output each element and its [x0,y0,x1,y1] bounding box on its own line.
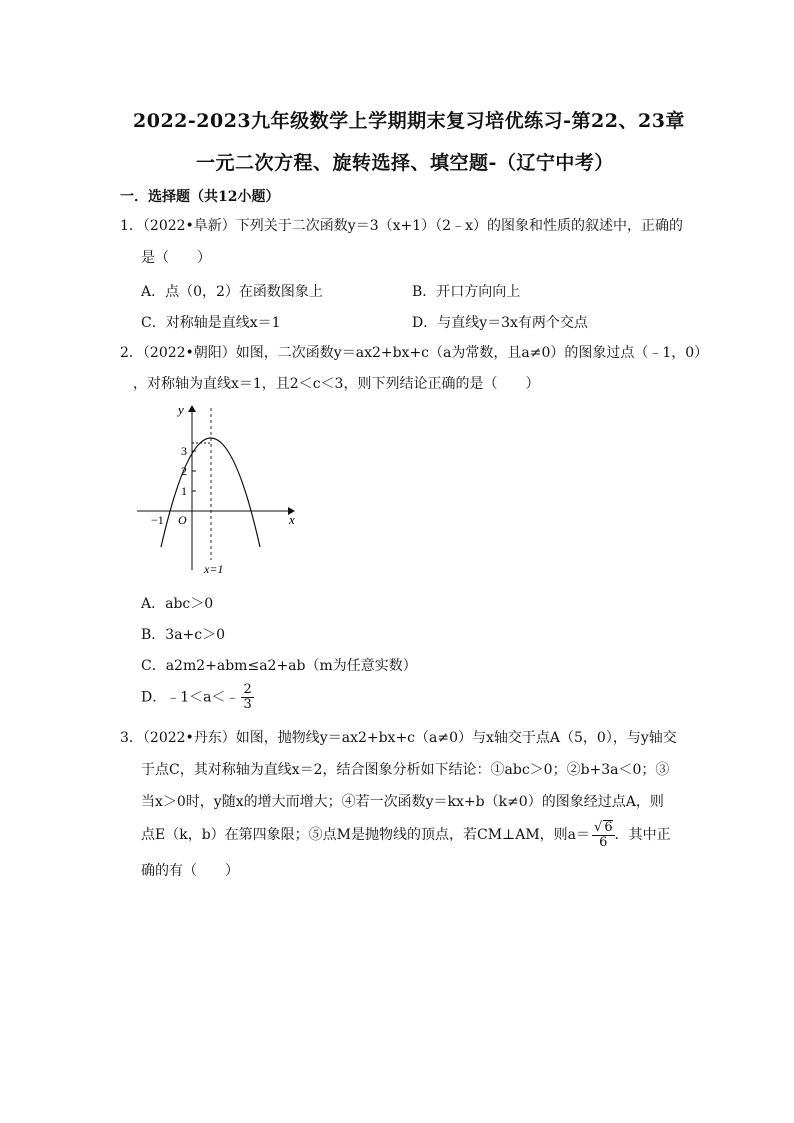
question-3-line3: 当x＞0时，y随x的增大而增大；④若一次函数y＝kx+b（k≠0）的图象经过点A，则 [141,794,664,810]
question-3-number: 3． [120,730,143,746]
tick-3-label: 3 [181,444,187,458]
q2-option-a: A．abc＞0 [141,596,214,612]
q1-option-a: A．点（0，2）在函数图象上 [141,284,323,300]
parabola-curve [161,438,260,547]
q1-option-d: D．与直线y＝3x有两个交点 [412,315,588,331]
y-axis-label: y [178,402,184,417]
neg-one-label: −1 [151,513,164,527]
tick-1-label: 1 [181,484,187,498]
section-title: 一．选择题（共12小题） [120,189,280,205]
question-2-line1: （2022•朝阳）如图，二次函数y＝ax2+bx+c（a为常数，且a≠0）的图象过点（﹣1，0） [142,345,709,361]
question-1 [120,216,683,236]
q2-option-b: B．3a+c＞0 [141,627,226,643]
fraction-numerator: √ 6 [594,820,613,835]
fraction-denominator: 3 [243,697,252,712]
question-3-line2: 于点C，其对称轴为直线x＝2，结合图象分析如下结论：①abc＞0；②b+3a＜0；③ [141,762,670,778]
tick-2-label: 2 [181,464,187,478]
parabola-figure [134,400,314,578]
q2-option-c: C．a2m2+abm≤a2+ab（m为任意实数） [141,658,417,674]
q2-option-d-fraction [241,683,253,712]
x-axis-label: x [289,512,295,527]
q2-option-d [141,683,254,712]
question-3 [120,728,677,748]
page-subtitle: 一元二次方程、旋转选择、填空题-（辽宁中考） [196,152,614,174]
q1-option-b: B．开口方向向上 [412,284,521,300]
q1-option-c: C．对称轴是直线x＝1 [141,315,281,331]
q2-option-d-prefix: D．﹣1＜a＜﹣ [141,689,240,706]
q3-fraction [592,820,615,850]
question-1-line2: 是（ ） [141,250,211,266]
question-3-line4-suffix: ．其中正 [614,827,671,843]
fraction-denominator: 6 [599,835,608,850]
page-title: 2022-2023九年级数学上学期期末复习培优练习-第22、23章 [133,110,685,132]
question-3-line4-prefix: 点E（k，b）在第四象限；⑤点M是抛物线的顶点，若CM⊥AM，则a＝ [141,827,591,843]
question-3-line4 [141,820,671,850]
question-1-line1: （2022•阜新）下列关于二次函数y＝3（x+1）（2﹣x）的图象和性质的叙述中，正确的 [142,218,683,234]
question-3-line1: （2022•丹东）如图，抛物线y＝ax2+bx+c（a≠0）与x轴交于点A（5，0），与y轴交 [142,730,677,746]
question-3-line5: 确的有（ ） [141,863,239,879]
symmetry-axis-label: x=1 [204,562,224,576]
sqrt-radicand: 6 [604,820,613,835]
fraction-numerator: 2 [243,682,252,697]
question-1-number: 1． [120,218,143,234]
question-2 [120,343,708,363]
question-2-number: 2． [120,345,143,361]
origin-label: O [178,513,187,527]
question-2-line2: ，对称轴为直线x＝1，且2＜c＜3，则下列结论正确的是（ ） [133,376,540,392]
